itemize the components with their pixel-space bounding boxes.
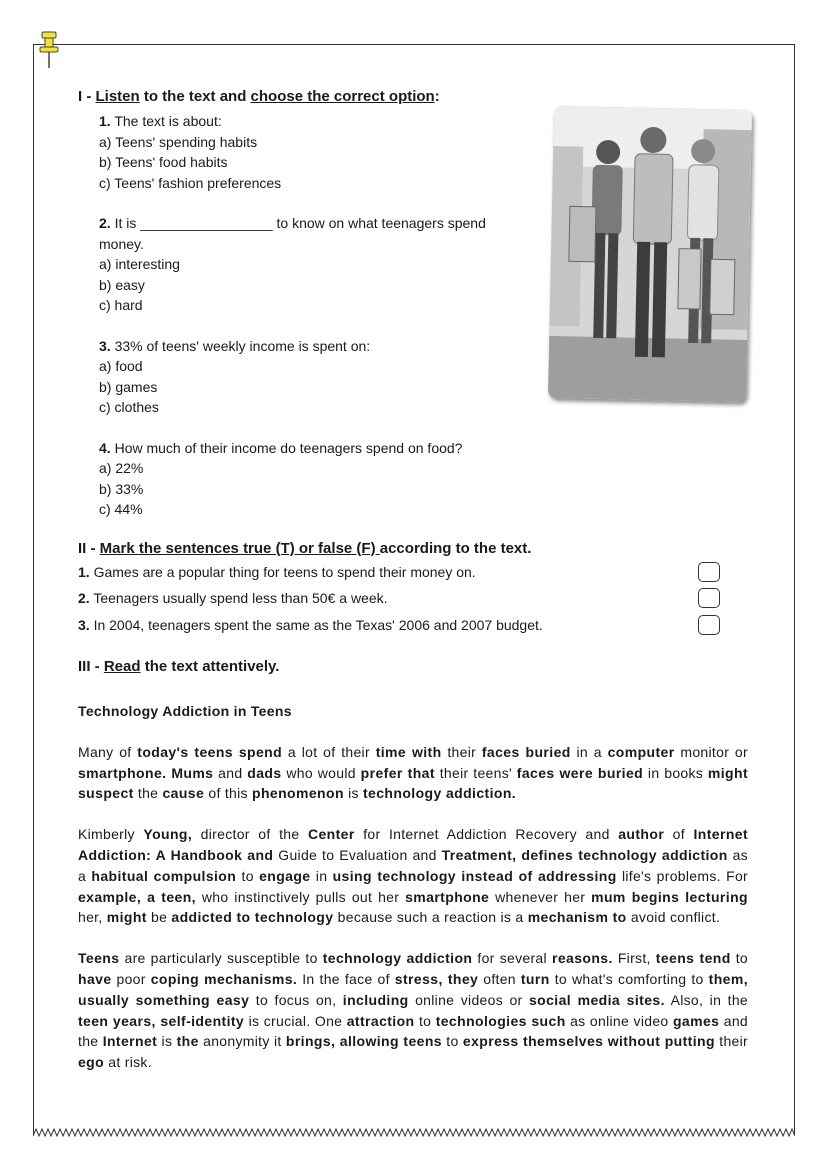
article-paragraph-2 <box>78 824 748 928</box>
article-text: technologies such <box>435 1012 566 1029</box>
article-text: for several <box>472 950 552 967</box>
section-1-questions <box>78 111 748 520</box>
answer-option[interactable]: b) games <box>99 378 158 395</box>
article-text: Kimberly <box>78 826 144 843</box>
article-text: phenomenon <box>252 785 344 802</box>
pushpin-icon <box>38 30 60 70</box>
answer-checkbox[interactable] <box>698 562 720 582</box>
section-3-title: III - Read the text attentively. <box>78 658 280 675</box>
article-text: their <box>714 1033 748 1050</box>
item-text: Teenagers usually spend less than 50€ a week. <box>89 590 388 606</box>
section-1-title: I - Listen to the text and choose the correct option: <box>78 88 440 105</box>
article-text: might suspect <box>78 764 749 802</box>
article-text: express themselves without putting <box>462 1033 715 1050</box>
question-number: 1. <box>99 113 111 129</box>
article-text: online videos or <box>408 991 529 1008</box>
answer-option[interactable]: b) Teens' food habits <box>99 154 228 170</box>
article-text: them, usually something easy <box>78 970 748 1008</box>
zigzag-border <box>33 1128 795 1138</box>
article-text: be <box>146 909 172 926</box>
section-2-title: II - Mark the sentences true (T) or false (F) according to the text. <box>78 539 532 557</box>
article-text: have <box>78 970 112 987</box>
article-text: are particularly susceptible to <box>119 950 323 967</box>
item-number: 2. <box>78 590 90 606</box>
article-text: First, <box>612 950 656 967</box>
question-prompt: How much of their income do teenagers spend on food? <box>110 439 463 456</box>
article-text: who instinctively pulls out her <box>195 888 406 905</box>
article-text: might <box>106 909 147 926</box>
article-text: life's problems. For <box>616 867 749 884</box>
article-text: reasons. <box>551 950 613 967</box>
true-false-item <box>78 559 748 586</box>
article-text: is crucial. One <box>244 1012 347 1029</box>
true-false-item <box>78 612 748 639</box>
article <box>78 701 748 1073</box>
article-text: of <box>664 826 694 843</box>
article-text: faces were buried <box>516 764 644 781</box>
article-text: games <box>672 1012 720 1029</box>
article-text: engage <box>259 867 311 884</box>
question-number: 4. <box>99 439 111 456</box>
article-text: to <box>441 1033 463 1050</box>
article-text: as online video <box>565 1012 673 1029</box>
worksheet-content <box>78 88 748 1093</box>
question-1 <box>78 111 498 193</box>
true-false-item <box>78 585 748 612</box>
article-text: in <box>310 867 333 884</box>
article-text: ego <box>78 1054 105 1071</box>
article-text: their teens' <box>434 764 517 781</box>
article-text: computer <box>607 743 675 760</box>
article-text: turn <box>520 970 550 987</box>
article-text: at risk. <box>104 1054 152 1071</box>
article-text: mechanism to <box>527 909 627 926</box>
article-text: prefer that <box>360 764 435 781</box>
article-text: director of the <box>192 826 308 843</box>
article-text: often <box>478 970 521 987</box>
answer-option[interactable]: c) hard <box>99 297 143 313</box>
article-text: teens tend <box>655 950 731 967</box>
article-text: social media sites. <box>528 991 665 1008</box>
article-text: technology addiction. <box>363 785 517 802</box>
true-false-list <box>78 559 748 639</box>
article-text: brings, allowing teens <box>285 1033 442 1050</box>
article-text: because such a reaction is a <box>333 909 528 926</box>
article-text: Internet <box>102 1033 158 1050</box>
article-text: using technology instead of addressing <box>332 867 617 884</box>
article-text: and the <box>78 1012 749 1050</box>
article-text: in a <box>570 743 608 760</box>
question-text <box>99 213 498 234</box>
answer-checkbox[interactable] <box>698 588 720 608</box>
question-number: 3. <box>99 337 111 354</box>
article-title: Technology Addiction in Teens <box>78 703 292 719</box>
article-text: and <box>213 764 248 781</box>
article-text: who would <box>281 764 361 781</box>
article-text: example, a teen, <box>78 888 196 905</box>
article-text: Young, <box>143 826 193 843</box>
article-text: avoid conflict. <box>626 909 721 926</box>
article-text: to what's comforting to <box>549 970 709 987</box>
article-text: addicted to technology <box>171 909 334 926</box>
item-text: In 2004, teenagers spent the same as the Texas' 2006 and 2007 budget. <box>89 616 543 633</box>
article-text: In the face of <box>297 970 395 987</box>
article-text: author <box>618 826 665 843</box>
article-text: today's teens spend <box>137 743 283 760</box>
article-text: to <box>414 1012 436 1029</box>
article-text: Guide to Evaluation and <box>273 846 442 863</box>
article-text: dads <box>247 764 282 781</box>
article-text: for Internet Addiction Recovery and <box>354 826 619 843</box>
article-text: as a <box>78 846 748 884</box>
question-prompt-continued: money. <box>99 235 144 252</box>
article-text: Center <box>307 826 355 843</box>
article-text: smartphone <box>405 888 490 905</box>
article-text: stress, they <box>394 970 479 987</box>
article-text: Also, in the <box>664 991 748 1008</box>
article-text: Teens <box>78 950 120 967</box>
article-text: to <box>730 950 748 967</box>
answer-option[interactable]: c) 44% <box>99 501 143 517</box>
article-text: the <box>176 1033 199 1050</box>
article-text: poor <box>111 970 151 987</box>
question-prompt: It is _________________ to know on what teenagers spend <box>110 215 486 231</box>
article-text: technology addiction <box>322 950 473 967</box>
article-text: to focus on, <box>249 991 343 1008</box>
question-text <box>99 336 498 357</box>
article-text: mum begins lecturing <box>591 888 748 905</box>
article-text: anonymity it <box>198 1033 286 1050</box>
question-text <box>99 438 498 459</box>
answer-option[interactable]: a) 22% <box>99 460 144 476</box>
question-4 <box>78 438 498 520</box>
article-text: is <box>343 785 363 802</box>
article-text: habitual compulsion <box>91 867 237 884</box>
question-number: 2. <box>99 215 111 231</box>
article-text: teen years, self-identity <box>78 1012 245 1029</box>
article-text: including <box>342 991 409 1008</box>
article-text: her, <box>78 909 107 926</box>
answer-option[interactable]: c) clothes <box>99 399 159 415</box>
article-text: cause <box>162 785 205 802</box>
article-text: in books <box>643 764 708 781</box>
question-2 <box>78 213 498 316</box>
article-text: a lot of their <box>282 743 376 760</box>
article-text: time with <box>375 743 442 760</box>
item-text: Games are a popular thing for teens to spend their money on. <box>89 563 476 580</box>
item-number: 1. <box>78 563 90 580</box>
answer-option[interactable]: b) 33% <box>99 480 144 497</box>
article-text: the <box>133 785 163 802</box>
article-text: Many of <box>78 743 138 760</box>
answer-checkbox[interactable] <box>698 615 720 635</box>
article-paragraph-1 <box>78 742 748 804</box>
article-text: monitor or <box>674 743 748 760</box>
article-text: coping mechanisms. <box>150 970 298 987</box>
article-text: of this <box>204 785 253 802</box>
article-paragraph-3 <box>78 948 748 1073</box>
item-number: 3. <box>78 616 90 633</box>
article-text: attraction <box>346 1012 415 1029</box>
question-3 <box>78 336 498 418</box>
article-text: whenever her <box>489 888 592 905</box>
answer-option[interactable]: a) food <box>99 358 143 374</box>
question-text <box>99 111 498 132</box>
article-text: faces buried <box>481 743 571 760</box>
article-text: to <box>236 867 260 884</box>
answer-option[interactable]: b) easy <box>99 276 145 293</box>
article-text: Internet Addiction: A Handbook and <box>78 826 749 863</box>
article-text: smartphone. Mums <box>78 764 214 781</box>
question-prompt: The text is about: <box>110 113 222 129</box>
answer-option[interactable]: a) interesting <box>99 256 180 272</box>
answer-option[interactable]: c) Teens' fashion preferences <box>99 174 282 191</box>
answer-option[interactable]: a) Teens' spending habits <box>99 133 258 150</box>
article-text: is <box>157 1033 177 1050</box>
question-prompt: 33% of teens' weekly income is spent on: <box>110 337 371 354</box>
article-text: their <box>441 743 482 760</box>
article-text: Treatment, defines technology addiction <box>441 846 728 863</box>
